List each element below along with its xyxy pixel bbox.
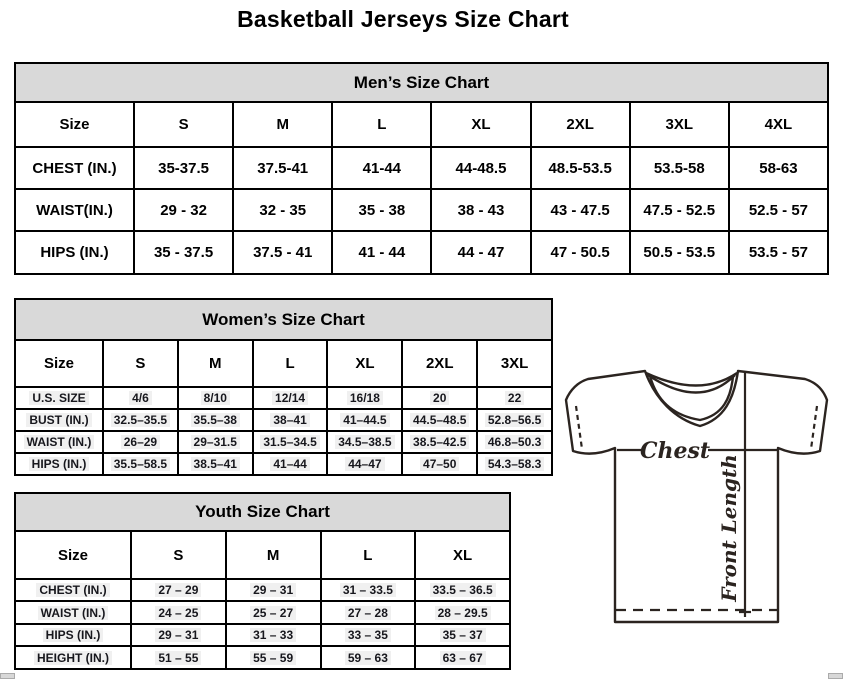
column-header: Size [15,102,134,147]
youth-size-table [14,530,511,670]
mens-chart-title: Men’s Size Chart [14,62,829,103]
cell: 38–41 [253,409,328,431]
cell: 35 - 38 [332,189,431,231]
table-row [15,624,510,646]
cell: 58-63 [729,147,828,189]
column-header: 3XL [630,102,729,147]
youth-size-chart [14,492,511,670]
cell: 22 [477,387,552,409]
cell: 29 - 32 [134,189,233,231]
chest-label: Chest [639,438,711,464]
cell: 52.8–56.5 [477,409,552,431]
cell: 12/14 [253,387,328,409]
page-title: Basketball Jerseys Size Chart [237,6,569,32]
cell: 50.5 - 53.5 [630,231,729,274]
collar-band-arc [648,375,735,393]
row-label: WAIST (IN.) [15,431,103,453]
column-header: 3XL [477,340,552,387]
column-header: M [226,531,321,579]
cell: 41–44.5 [327,409,402,431]
column-header: L [253,340,328,387]
cell: 29 – 31 [131,624,226,646]
cell: 35.5–58.5 [103,453,178,475]
cell: 41 - 44 [332,231,431,274]
cell: 63 – 67 [415,646,510,669]
jersey-outline [566,371,827,622]
cell: 46.8–50.3 [477,431,552,453]
cell: 59 – 63 [321,646,416,669]
scrollbar-right-button-fragment[interactable] [828,673,843,679]
cell: 20 [402,387,477,409]
column-header: M [233,102,332,147]
table-row [15,431,552,453]
cell: 44–47 [327,453,402,475]
table-row [15,453,552,475]
cell: 31 – 33 [226,624,321,646]
table-row [15,147,828,189]
column-header: 2XL [531,102,630,147]
cell: 44 - 47 [431,231,530,274]
cell: 35 – 37 [415,624,510,646]
womens-chart-title: Women’s Size Chart [14,298,553,341]
row-label: HEIGHT (IN.) [15,646,131,669]
column-header: L [321,531,416,579]
table-row [15,601,510,624]
cell: 31 – 33.5 [321,579,416,601]
table-row [15,189,828,231]
cell: 37.5-41 [233,147,332,189]
cell: 29–31.5 [178,431,253,453]
cell: 29 – 31 [226,579,321,601]
cell: 55 – 59 [226,646,321,669]
column-header: L [332,102,431,147]
cell: 47–50 [402,453,477,475]
cell: 31.5–34.5 [253,431,328,453]
cell: 25 – 27 [226,601,321,624]
cell: 41–44 [253,453,328,475]
row-label: HIPS (IN.) [15,453,103,475]
row-label: BUST (IN.) [15,409,103,431]
cell: 37.5 - 41 [233,231,332,274]
column-header: 2XL [402,340,477,387]
cell: 38.5–42.5 [402,431,477,453]
jersey-measurement-diagram [558,360,843,625]
table-row [15,409,552,431]
table-row [15,387,552,409]
table-header-row [15,102,828,147]
front-length-label: Front Length [717,454,741,602]
row-label: CHEST (IN.) [15,579,131,601]
cell: 35-37.5 [134,147,233,189]
cell: 33.5 – 36.5 [415,579,510,601]
cell: 35.5–38 [178,409,253,431]
column-header: 4XL [729,102,828,147]
cell: 28 – 29.5 [415,601,510,624]
column-header: S [134,102,233,147]
table-header-row [15,531,510,579]
cell: 53.5 - 57 [729,231,828,274]
mens-size-chart [14,62,829,275]
column-header: Size [15,531,131,579]
cell: 51 – 55 [131,646,226,669]
cell: 54.3–58.3 [477,453,552,475]
scrollbar-left-button-fragment[interactable] [0,673,15,679]
column-header: S [131,531,226,579]
table-header-row [15,340,552,387]
cell: 48.5-53.5 [531,147,630,189]
cell: 44-48.5 [431,147,530,189]
cell: 32.5–35.5 [103,409,178,431]
cell: 53.5-58 [630,147,729,189]
cell: 44.5–48.5 [402,409,477,431]
cell: 47.5 - 52.5 [630,189,729,231]
cell: 52.5 - 57 [729,189,828,231]
row-label: HIPS (IN.) [15,624,131,646]
column-header: XL [431,102,530,147]
cell: 26–29 [103,431,178,453]
row-label: WAIST (IN.) [15,601,131,624]
row-label: U.S. SIZE [15,387,103,409]
cell: 32 - 35 [233,189,332,231]
cell: 24 – 25 [131,601,226,624]
table-row [15,231,828,274]
cell: 4/6 [103,387,178,409]
cell: 43 - 47.5 [531,189,630,231]
column-header: M [178,340,253,387]
cell: 27 – 29 [131,579,226,601]
column-header: XL [415,531,510,579]
cell: 35 - 37.5 [134,231,233,274]
table-row [15,579,510,601]
column-header: Size [15,340,103,387]
cell: 34.5–38.5 [327,431,402,453]
row-label: WAIST(IN.) [15,189,134,231]
table-row [15,646,510,669]
cell: 41-44 [332,147,431,189]
cell: 47 - 50.5 [531,231,630,274]
cell: 16/18 [327,387,402,409]
cell: 38.5–41 [178,453,253,475]
row-label: CHEST (IN.) [15,147,134,189]
mens-size-table [14,101,829,275]
row-label: HIPS (IN.) [15,231,134,274]
cell: 33 – 35 [321,624,416,646]
cell: 38 - 43 [431,189,530,231]
column-header: S [103,340,178,387]
cell: 8/10 [178,387,253,409]
column-header: XL [327,340,402,387]
womens-size-chart [14,298,553,476]
youth-chart-title: Youth Size Chart [14,492,511,532]
cell: 27 – 28 [321,601,416,624]
womens-size-table [14,339,553,476]
